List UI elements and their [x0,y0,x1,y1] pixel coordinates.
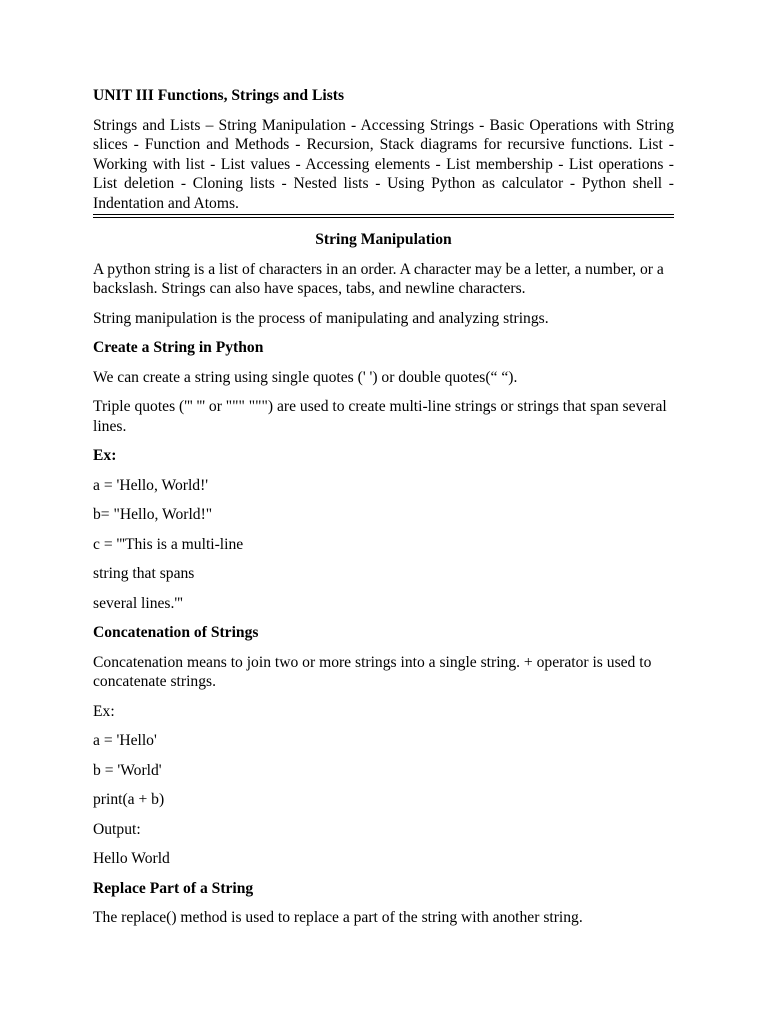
code-line: b= "Hello, World!" [93,506,213,523]
code-line: a = 'Hello' [93,732,157,749]
section-title: String Manipulation [315,231,452,248]
code-line: string that spans [93,565,195,582]
code-line: a = 'Hello, World!' [93,476,209,494]
paragraph: We can create a string using single quotes (' ') or double quotes(“ “). [93,368,518,386]
subheading-replace: Replace Part of a String [93,879,254,897]
code-line: b = 'World' [93,761,162,779]
code-line: c = '''This is a multi-line [93,535,244,553]
example-label: Ex: [93,447,117,464]
document-page [93,86,674,938]
code-line: several lines.''' [93,594,183,612]
paragraph: Concatenation means to join two or more strings into a single string. + operator is used to concatenate strings. [93,653,652,690]
intro-paragraph: String manipulation is the process of manipulating and analyzing strings. [93,309,549,327]
paragraph: Triple quotes (''' ''' or """ """) are used to create multi-line strings or strings that span several lines. [93,398,667,435]
subheading-create-string: Create a String in Python [93,339,264,356]
subheading-concatenation: Concatenation of Strings [93,624,259,641]
code-line: print(a + b) [93,791,165,808]
output-label: Output: [93,820,141,838]
intro-paragraph: A python string is a list of characters in an order. A character may be a letter, a number, or a backslash. Strings can also have spaces, tabs, and newline characters. [93,260,664,297]
paragraph: The replace() method is used to replace a part of the string with another string. [93,909,583,926]
unit-heading: UNIT III Functions, Strings and Lists [93,87,345,104]
example-label: Ex: [93,702,115,720]
syllabus-paragraph: Strings and Lists – String Manipulation - Accessing Strings - Basic Operations with String slices - Function and Methods - Recursion, Stack diagrams for recursive functions. List - Working with list - List values - Accessing elements - List membership - List operations - List deletion - Cloning lists - Nested lists - Using Python as calculator - Python shell - Indentation and Atoms. [93,116,674,212]
double-rule-divider [93,214,674,218]
output-value: Hello World [93,850,170,867]
